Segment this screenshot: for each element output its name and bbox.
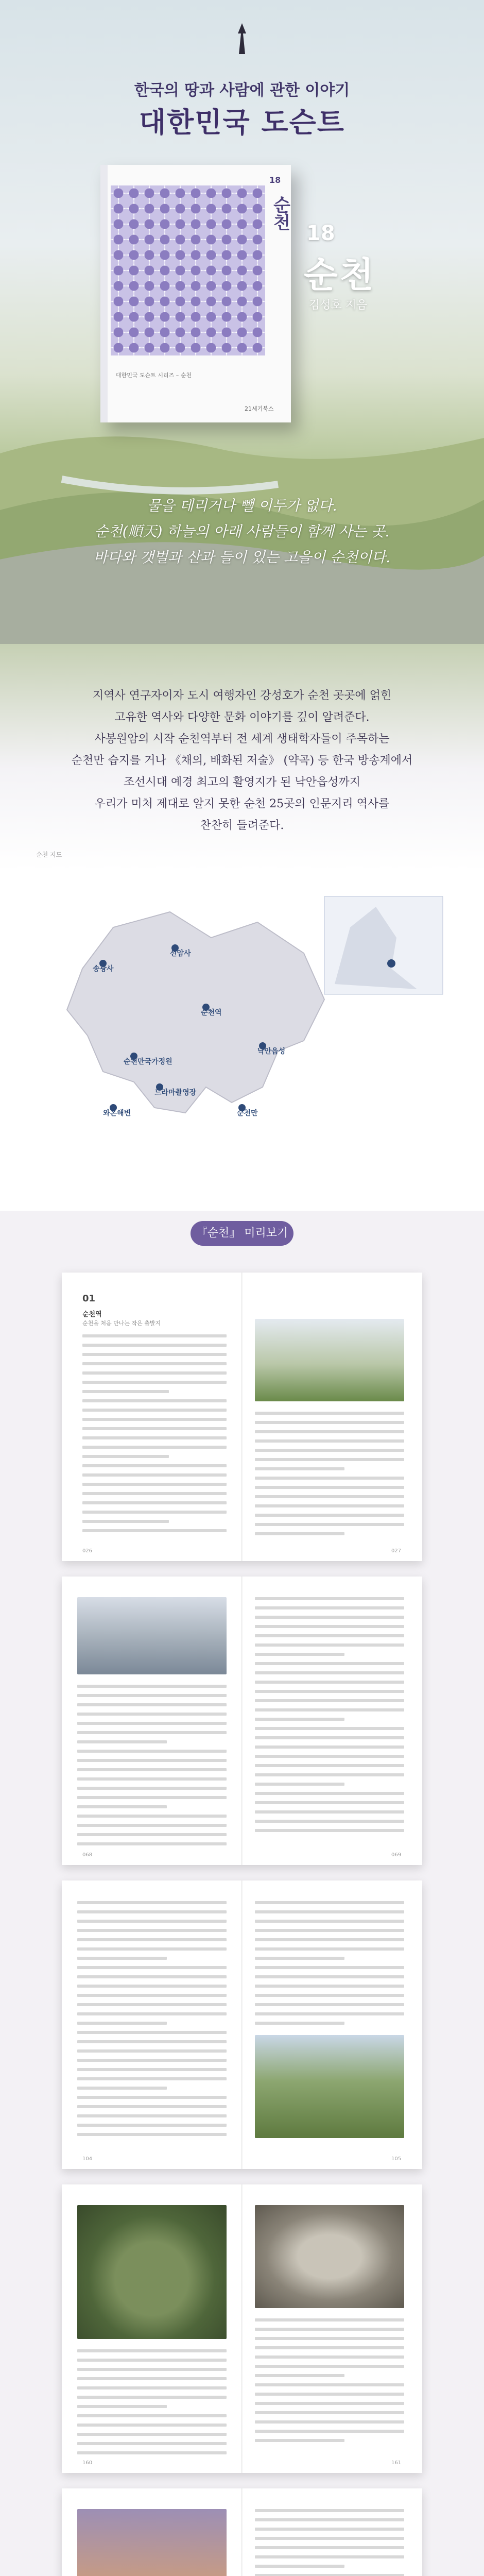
text-line	[255, 2411, 404, 2414]
text-line	[255, 2012, 404, 2015]
text-line	[77, 2377, 227, 2380]
text-line	[255, 1467, 344, 1470]
chapter-photo	[255, 2035, 404, 2138]
preview-badge: 『순천』 미리보기	[191, 1221, 293, 1246]
text-line	[255, 1801, 404, 1804]
text-line	[255, 2574, 404, 2576]
text-line	[255, 2439, 344, 2442]
text-line	[77, 1938, 227, 1941]
volume-city: 순천	[304, 255, 376, 296]
text-line	[82, 1371, 227, 1375]
chapter-photo	[255, 2205, 404, 2308]
text-line	[255, 2393, 404, 2396]
page-number: 161	[391, 2460, 402, 2466]
text-line	[82, 1464, 227, 1467]
text-line	[255, 2355, 404, 2359]
text-line	[77, 1920, 227, 1923]
text-line	[77, 2003, 227, 2006]
text-line	[77, 2133, 227, 2136]
text-line	[77, 2359, 227, 2362]
text-line	[82, 1381, 227, 1384]
text-line	[77, 1985, 227, 1988]
text-line	[255, 1985, 404, 1988]
page-number: 104	[82, 2156, 93, 2162]
text-line	[255, 2518, 404, 2521]
text-line	[255, 2430, 404, 2433]
text-line	[82, 1418, 227, 1421]
text-line	[255, 2565, 344, 2568]
series-subtitle: 한국의 땅과 사람에 관한 이야기	[134, 81, 350, 99]
map-place-label: 송광사	[93, 965, 114, 973]
intro-section	[0, 644, 484, 1211]
text-line	[82, 1483, 227, 1486]
text-line	[77, 2031, 227, 2034]
intro-line: 조선시대 예경 최고의 활영지가 된 낙안읍성까지	[123, 776, 360, 789]
text-line	[77, 1713, 227, 1716]
handwriting-line: 순천(順天) 하늘의 아래 사람들이 함께 사는 곳.	[94, 523, 390, 540]
text-line	[255, 1957, 344, 1960]
text-line	[255, 2537, 404, 2540]
text-line	[77, 1796, 227, 1799]
text-line	[255, 2374, 344, 2377]
text-line	[255, 2420, 404, 2424]
publisher-logo-icon	[232, 21, 252, 57]
text-line	[255, 2318, 404, 2321]
text-line	[255, 1764, 404, 1767]
text-line	[77, 2396, 227, 2399]
text-line	[255, 2328, 404, 2331]
text-line	[77, 1929, 227, 1932]
text-line	[255, 2402, 404, 2405]
page-number: 105	[391, 2156, 402, 2162]
text-line	[77, 1740, 167, 1743]
text-line	[77, 2442, 227, 2445]
text-line	[82, 1436, 227, 1439]
text-line	[77, 1833, 227, 1836]
text-line	[255, 1477, 404, 1480]
text-line	[255, 1755, 404, 1758]
page-number: 026	[82, 1548, 93, 1554]
chapter-photo	[77, 1597, 227, 1674]
map-place-label: 드라마촬영장	[154, 1089, 197, 1097]
text-line	[77, 1759, 227, 1762]
text-line	[255, 1938, 404, 1941]
text-line	[77, 1787, 227, 1790]
text-line	[77, 2349, 227, 2352]
text-line	[255, 1810, 404, 1814]
text-line	[255, 1792, 404, 1795]
volume-author: 김성호 지음	[309, 299, 368, 312]
chapter-number: 01	[82, 1293, 96, 1304]
text-line	[255, 1773, 404, 1776]
intro-line: 사봉원암의 시작 순천역부터 전 세계 생태학자들이 주목하는	[94, 733, 390, 745]
text-line	[77, 2124, 227, 2127]
text-line	[255, 1929, 404, 1932]
text-line	[82, 1344, 227, 1347]
text-line	[82, 1362, 227, 1365]
preview-section	[0, 1211, 484, 2576]
text-line	[77, 1777, 227, 1781]
intro-text	[51, 685, 433, 837]
text-line	[255, 2003, 404, 2006]
text-line	[255, 1736, 404, 1739]
text-line	[255, 2546, 404, 2549]
text-line	[255, 1662, 404, 1665]
text-line	[255, 1597, 404, 1600]
book-spread	[62, 2184, 422, 2473]
text-line	[255, 1430, 404, 1433]
text-line	[255, 1718, 344, 1721]
book-spread	[62, 1880, 422, 2169]
text-line	[77, 1957, 167, 1960]
map-caption: 순천 지도	[36, 851, 62, 858]
text-line	[82, 1492, 227, 1495]
text-line	[82, 1446, 227, 1449]
text-line	[255, 1634, 404, 1637]
text-line	[77, 1947, 227, 1951]
map-place-label: 순천역	[201, 1009, 222, 1017]
text-line	[77, 1842, 227, 1845]
text-line	[77, 1805, 167, 1808]
text-line	[255, 1947, 404, 1951]
handwriting-line: 바다와 갯벌과 산과 들이 있는 고을이 순천이다.	[93, 549, 391, 566]
hero-section	[0, 0, 484, 644]
text-line	[77, 2386, 227, 2389]
text-line	[77, 2012, 227, 2015]
text-line	[255, 1504, 404, 1507]
text-line	[255, 1449, 404, 1452]
series-title: 대한민국 도슨트	[139, 106, 345, 139]
text-line	[255, 1690, 404, 1693]
map-place-label: 낙안읍성	[257, 1047, 286, 1056]
text-line	[255, 1681, 404, 1684]
text-line	[82, 1353, 227, 1356]
text-line	[77, 1966, 227, 1969]
book-cover-number: 18	[269, 175, 281, 185]
landscape-illustration	[0, 392, 484, 644]
book-spread	[62, 1577, 422, 1865]
text-line	[77, 2105, 227, 2108]
text-line	[255, 1994, 404, 1997]
map-place-label: 와온해변	[103, 1109, 131, 1117]
page-number: 069	[391, 1852, 402, 1858]
text-line	[82, 1427, 227, 1430]
text-line	[77, 1722, 227, 1725]
text-line	[77, 1901, 227, 1904]
text-line	[82, 1529, 227, 1532]
text-line	[82, 1473, 227, 1477]
text-line	[255, 1901, 404, 1904]
page-number: 160	[82, 2460, 93, 2466]
text-line	[255, 1643, 404, 1647]
text-line	[77, 2068, 227, 2071]
text-line	[77, 2114, 227, 2117]
text-line	[255, 1920, 404, 1923]
book-cover-publisher: 21세기북스	[245, 405, 274, 412]
text-line	[77, 2424, 227, 2427]
text-line	[82, 1399, 227, 1402]
text-line	[255, 1486, 404, 1489]
page-number: 068	[82, 1852, 93, 1858]
text-line	[77, 1703, 227, 1706]
text-line	[77, 1750, 227, 1753]
text-line	[255, 1966, 404, 1969]
intro-line: 우리가 미처 제대로 알지 못한 순천 25곳의 인문지리 역사를	[94, 798, 390, 810]
book-cover-city: 순천	[270, 196, 290, 231]
volume-number: 18	[306, 222, 335, 245]
text-line	[82, 1390, 169, 1393]
text-line	[77, 1815, 227, 1818]
text-line	[255, 1727, 404, 1730]
text-line	[82, 1511, 227, 1514]
text-line	[255, 2365, 404, 2368]
text-line	[77, 2096, 227, 2099]
text-line	[255, 1975, 404, 1978]
book-cover-blurb: 대한민국 도슨트 시리즈 – 순천	[116, 372, 192, 379]
text-line	[255, 1439, 404, 1443]
text-line	[255, 1421, 404, 1424]
chapter-photo	[77, 2509, 227, 2576]
text-line	[255, 1783, 344, 1786]
text-line	[77, 1994, 227, 1997]
text-line	[255, 1745, 404, 1749]
text-line	[77, 2451, 227, 2454]
map-place-label: 선암사	[170, 950, 191, 958]
text-line	[77, 1694, 227, 1697]
text-line	[255, 1495, 404, 1498]
text-line	[255, 1653, 344, 1656]
text-line	[82, 1409, 227, 1412]
map-place-label: 순천만	[237, 1109, 258, 1117]
text-line	[255, 1616, 404, 1619]
text-line	[77, 2077, 227, 2080]
text-line	[255, 1708, 404, 1711]
map-place-label: 순천만국가정원	[124, 1058, 172, 1066]
text-line	[255, 1532, 344, 1535]
text-line	[77, 1975, 227, 1978]
text-line	[255, 2337, 404, 2340]
book-spread	[62, 2488, 422, 2576]
text-line	[255, 1671, 404, 1674]
text-line	[82, 1334, 227, 1337]
text-line	[77, 2368, 227, 2371]
text-line	[255, 2383, 404, 2386]
text-line	[77, 1685, 227, 1688]
chapter-photo	[77, 2205, 227, 2339]
intro-line: 지역사 연구자이자 도시 여행자인 강성호가 순천 곳곳에 얽힌	[92, 689, 392, 702]
text-line	[255, 1514, 404, 1517]
text-line	[77, 1731, 227, 1734]
text-line	[255, 2509, 404, 2512]
text-line	[255, 1625, 404, 1628]
book-cover-pattern	[111, 185, 265, 355]
text-line	[77, 1768, 227, 1771]
text-line	[255, 2555, 404, 2558]
text-line	[77, 2059, 227, 2062]
page-number: 027	[391, 1548, 402, 1554]
text-line	[255, 1829, 404, 1832]
text-line	[82, 1501, 227, 1504]
text-line	[255, 1820, 404, 1823]
text-line	[82, 1455, 169, 1458]
text-line	[77, 1910, 227, 1913]
text-line	[255, 1458, 404, 1461]
text-line	[255, 1606, 404, 1609]
text-line	[255, 1412, 404, 1415]
chapter-title: 순천역	[82, 1311, 102, 1318]
text-line	[255, 1910, 404, 1913]
book-spine	[100, 165, 108, 422]
text-line	[82, 1520, 169, 1523]
text-line	[255, 2022, 344, 2025]
book-spread	[62, 1273, 422, 1561]
text-line	[77, 2049, 227, 2053]
handwriting-line: 물을 데리거나 뺄 이두가 없다.	[147, 497, 337, 514]
intro-line: 찬찬히 들려준다.	[200, 819, 284, 832]
text-line	[77, 2433, 227, 2436]
chapter-photo	[255, 1319, 404, 1401]
chapter-subtitle: 순천을 처음 만나는 작은 출발지	[82, 1320, 161, 1327]
intro-line: 고유한 역사와 다양한 문화 이야기를 깊이 알려준다.	[114, 711, 370, 724]
intro-line: 순천만 습지를 거나 《채의, 배화된 저술》 (약곡) 등 한국 방송계에서	[71, 754, 413, 767]
text-line	[77, 2405, 167, 2408]
text-line	[255, 2346, 404, 2349]
text-line	[255, 2528, 404, 2531]
text-line	[77, 2022, 167, 2025]
text-line	[255, 1523, 404, 1526]
text-line	[77, 2414, 227, 2417]
book-cover	[100, 165, 291, 422]
text-line	[255, 1699, 404, 1702]
text-line	[77, 2040, 227, 2043]
text-line	[77, 2087, 167, 2090]
text-line	[77, 1824, 227, 1827]
